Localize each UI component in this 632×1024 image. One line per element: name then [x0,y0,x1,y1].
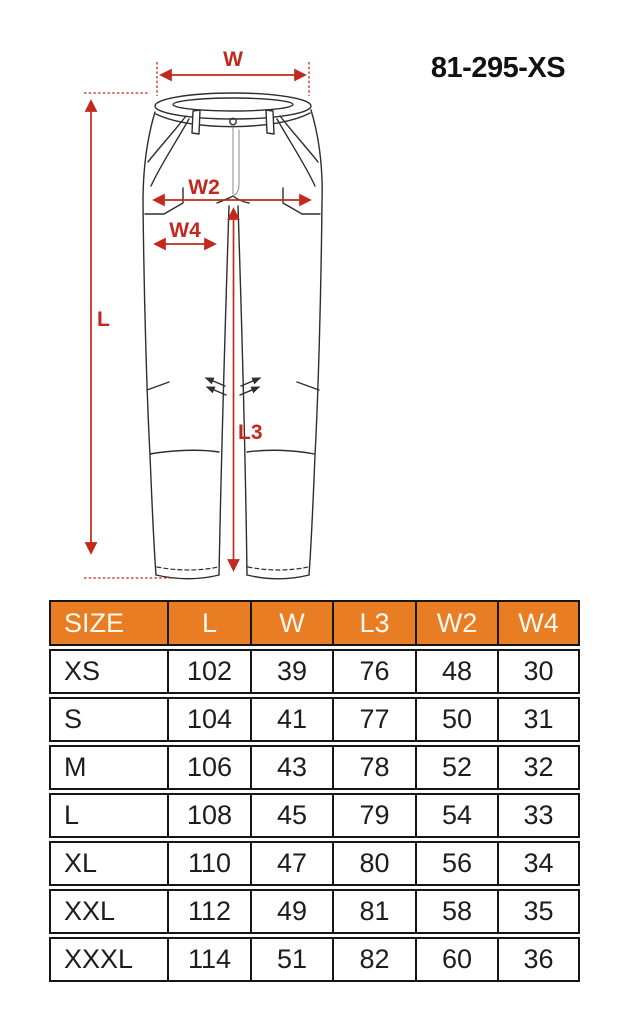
col-header-size: SIZE [49,600,167,646]
value-cell: 43 [250,745,332,790]
value-cell: 81 [332,889,415,934]
value-cell: 31 [497,697,580,742]
value-cell: 52 [415,745,497,790]
value-cell: 33 [497,793,580,838]
value-cell: 79 [332,793,415,838]
value-cell: 112 [167,889,250,934]
dimension-lines [84,62,310,578]
col-header-l3: L3 [332,600,415,646]
fly-stitching [233,127,239,196]
value-cell: 60 [415,937,497,982]
table-row [49,889,580,934]
value-cell: 114 [167,937,250,982]
dim-label-l: L [97,308,110,331]
table-header-row [49,600,580,646]
table-row [49,937,580,982]
size-cell: S [49,697,167,742]
size-cell: XXXL [49,937,167,982]
col-header-w4: W4 [497,600,580,646]
value-cell: 76 [332,649,415,694]
value-cell: 32 [497,745,580,790]
value-cell: 45 [250,793,332,838]
value-cell: 77 [332,697,415,742]
size-cell: M [49,745,167,790]
table-row [49,841,580,886]
table-row [49,745,580,790]
col-header-w2: W2 [415,600,497,646]
value-cell: 108 [167,793,250,838]
col-header-w: W [250,600,332,646]
table-row [49,793,580,838]
value-cell: 82 [332,937,415,982]
value-cell: 48 [415,649,497,694]
value-cell: 58 [415,889,497,934]
value-cell: 50 [415,697,497,742]
value-cell: 102 [167,649,250,694]
value-cell: 78 [332,745,415,790]
value-cell: 110 [167,841,250,886]
value-cell: 36 [497,937,580,982]
value-cell: 106 [167,745,250,790]
size-table [49,597,580,985]
dim-label-w: W [223,48,243,71]
dim-label-w4: W4 [169,219,201,242]
size-cell: L [49,793,167,838]
dim-label-l3: L3 [238,421,263,444]
value-cell: 80 [332,841,415,886]
table-row [49,697,580,742]
col-header-l: L [167,600,250,646]
value-cell: 30 [497,649,580,694]
value-cell: 41 [250,697,332,742]
size-cell: XXL [49,889,167,934]
value-cell: 51 [250,937,332,982]
value-cell: 104 [167,697,250,742]
size-cell: XS [49,649,167,694]
value-cell: 56 [415,841,497,886]
value-cell: 35 [497,889,580,934]
product-code: 81-295-XS [430,52,566,84]
size-cell: XL [49,841,167,886]
value-cell: 34 [497,841,580,886]
value-cell: 54 [415,793,497,838]
value-cell: 49 [250,889,332,934]
value-cell: 47 [250,841,332,886]
value-cell: 39 [250,649,332,694]
table-row [49,649,580,694]
dim-label-w2: W2 [188,176,220,199]
